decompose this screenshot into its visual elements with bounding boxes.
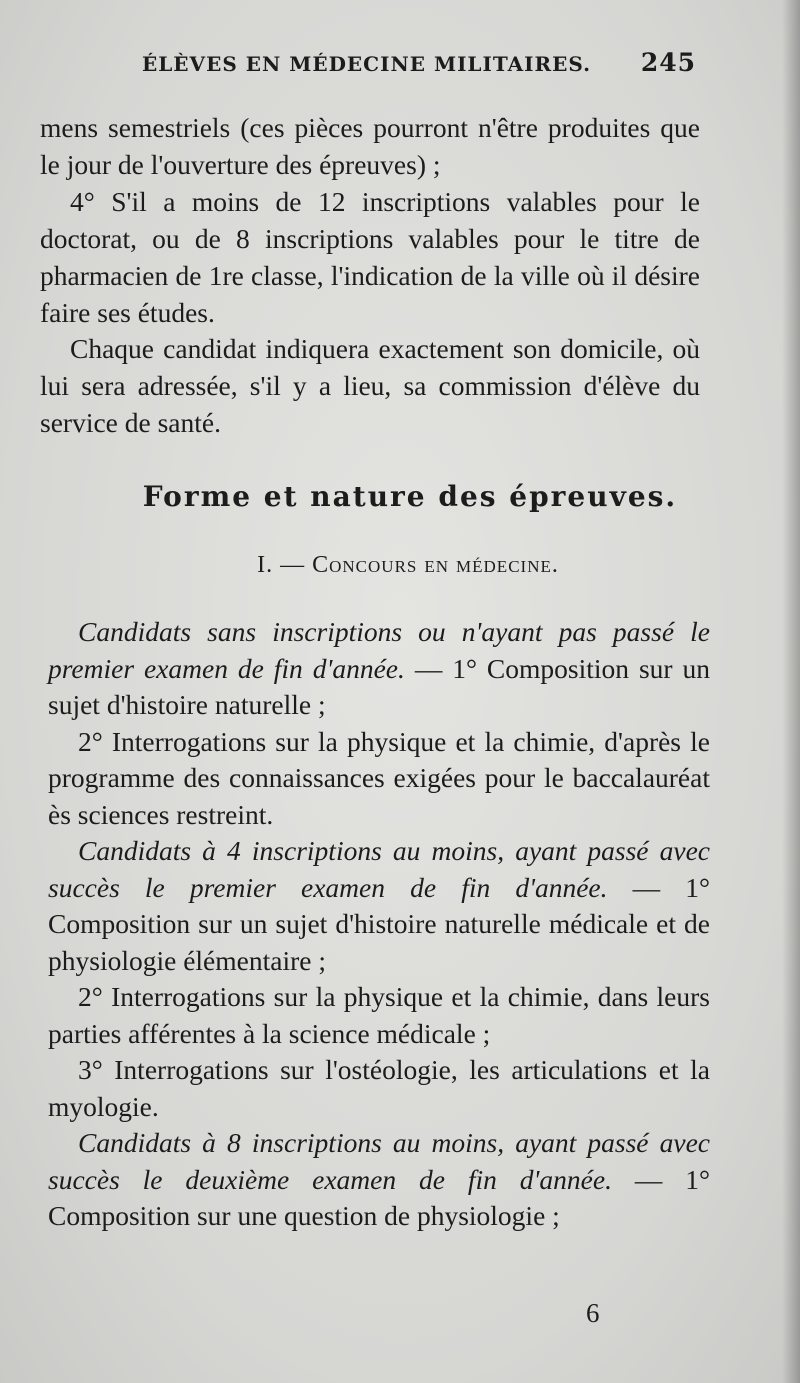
paragraph-domicile: Chaque candidat indiquera exactement son domicile, où lui sera adressée, s'il y a lieu, sa commission d'élève du service de santé.: [40, 333, 700, 439]
signature-mark: 6: [586, 1298, 600, 1328]
candidates-text-block: [48, 614, 710, 1235]
group-1-item-1: — 1° Composition sur un sujet d'histoire naturelle ;: [48, 652, 710, 720]
group-3-item-1: — 1° Composition sur une question de physiologie ;: [48, 1163, 710, 1231]
sub-heading-numeral: I. —: [257, 552, 306, 578]
group-1-item-2: 2° Interrogations sur la physique et la chimie, d'après le programme des connaissances exigées pour le baccalauréat ès sciences restreint.: [48, 725, 710, 830]
group-2-item-1: — 1° Composition sur un sujet d'histoire naturelle médicale et de physiologie élémentaire ;: [48, 871, 711, 976]
group-1-lead: Candidats sans inscriptions ou n'ayant pas passé le premier examen de fin d'année.: [48, 616, 710, 684]
group-3-lead: Candidats à 8 inscriptions au moins, ayant passé avec succès le deuxième examen de fin d'année.: [48, 1127, 710, 1195]
running-title: ÉLÈVES EN MÉDECINE MILITAIRES.: [142, 52, 592, 76]
group-2-item-2: 2° Interrogations sur la physique et la chimie, dans leurs parties afférentes à la science médicale ;: [48, 981, 710, 1049]
paragraph-continued: mens semestriels (ces pièces pourront n'être produites que le jour de l'ouverture des épreuves) ;: [40, 112, 700, 180]
paragraph-item-4: 4° S'il a moins de 12 inscriptions valables pour le doctorat, ou de 8 inscriptions valables pour le titre de pharmacien de 1re classe, l'indication de la ville où il désire faire ses études.: [40, 185, 700, 328]
top-text-block: [40, 110, 700, 442]
page-number: 245: [640, 48, 696, 77]
sub-heading: [0, 552, 800, 579]
candidates-group-1: [48, 614, 710, 724]
candidates-group-2: [48, 833, 710, 979]
candidates-group-3: [48, 1125, 710, 1235]
group-2-item-3: 3° Interrogations sur l'ostéologie, les articulations et la myologie.: [48, 1054, 710, 1122]
sub-heading-text: Concours en médecine.: [312, 552, 559, 578]
group-2-lead: Candidats à 4 inscriptions au moins, ayant passé avec succès le premier examen de fin d'année.: [48, 835, 710, 903]
section-heading: Forme et nature des épreuves.: [142, 480, 678, 513]
